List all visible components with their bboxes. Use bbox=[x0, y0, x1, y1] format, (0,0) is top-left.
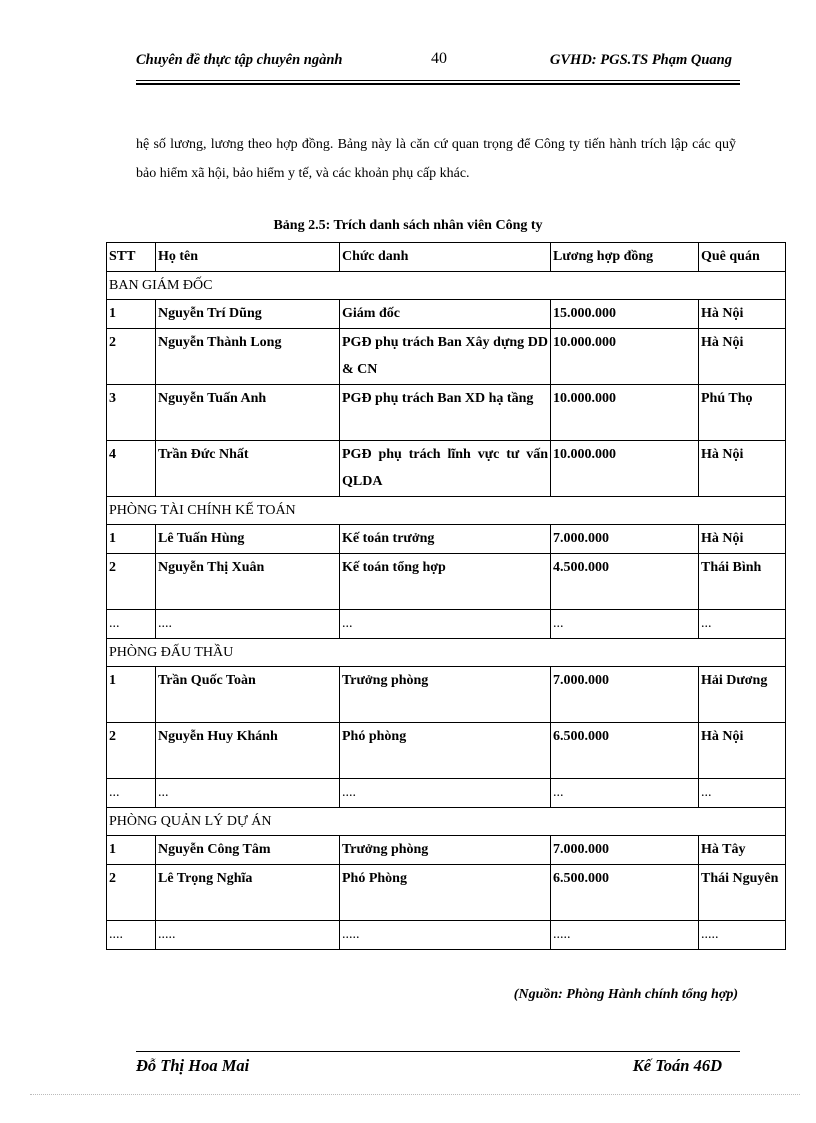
cell-title: PGĐ phụ trách Ban Xây dựng DD & CN bbox=[340, 329, 551, 385]
cell-title: ... bbox=[340, 610, 551, 639]
footer-class: Kế Toán 46D bbox=[632, 1056, 722, 1075]
cell-salary: 4.500.000 bbox=[551, 554, 699, 610]
cell-title: Trưởng phòng bbox=[340, 836, 551, 865]
cell-stt: 2 bbox=[107, 723, 156, 779]
cell-name: Trần Đức Nhất bbox=[156, 441, 340, 497]
section-row bbox=[107, 497, 786, 525]
table-source-note: (Nguồn: Phòng Hành chính tổng hợp) bbox=[513, 987, 738, 1002]
table-row bbox=[107, 300, 786, 329]
cell-hometown: Thái Nguyên bbox=[699, 865, 786, 921]
table-row bbox=[107, 329, 786, 385]
cell-title: .... bbox=[340, 779, 551, 808]
cell-title: Kế toán trưởng bbox=[340, 525, 551, 554]
cell-stt: 1 bbox=[107, 836, 156, 865]
cell-title: Giám đốc bbox=[340, 300, 551, 329]
table-row bbox=[107, 554, 786, 610]
col-header-stt: STT bbox=[107, 243, 156, 272]
cell-stt: 2 bbox=[107, 554, 156, 610]
cell-name: Nguyễn Trí Dũng bbox=[156, 300, 340, 329]
cell-name: Lê Tuấn Hùng bbox=[156, 525, 340, 554]
cell-stt: 1 bbox=[107, 667, 156, 723]
table-row bbox=[107, 723, 786, 779]
col-header-name: Họ tên bbox=[156, 243, 340, 272]
cell-stt: ... bbox=[107, 779, 156, 808]
cell-hometown: Hải Dương bbox=[699, 667, 786, 723]
cell-stt: .... bbox=[107, 921, 156, 950]
cell-title: Kế toán tổng hợp bbox=[340, 554, 551, 610]
cell-name: Nguyễn Công Tâm bbox=[156, 836, 340, 865]
cell-hometown: Hà Nội bbox=[699, 329, 786, 385]
cell-hometown: Hà Nội bbox=[699, 525, 786, 554]
cell-title: PGĐ phụ trách lĩnh vực tư vấn QLDA bbox=[340, 441, 551, 497]
footer-rule bbox=[136, 1051, 740, 1052]
cell-salary: 10.000.000 bbox=[551, 441, 699, 497]
col-header-title: Chức danh bbox=[340, 243, 551, 272]
cell-name: ..... bbox=[156, 921, 340, 950]
footer-author: Đỗ Thị Hoa Mai bbox=[136, 1056, 250, 1075]
cell-hometown: Hà Nội bbox=[699, 441, 786, 497]
cell-stt: 2 bbox=[107, 329, 156, 385]
cell-salary: 6.500.000 bbox=[551, 723, 699, 779]
cell-title: Trưởng phòng bbox=[340, 667, 551, 723]
col-header-salary: Lương hợp đồng bbox=[551, 243, 699, 272]
cell-stt: 1 bbox=[107, 525, 156, 554]
cell-stt: 3 bbox=[107, 385, 156, 441]
table-row bbox=[107, 667, 786, 723]
cell-title: Phó Phòng bbox=[340, 865, 551, 921]
cell-hometown: Phú Thọ bbox=[699, 385, 786, 441]
cell-name: Trần Quốc Toàn bbox=[156, 667, 340, 723]
cell-hometown: Hà Nội bbox=[699, 723, 786, 779]
cell-hometown: ..... bbox=[699, 921, 786, 950]
cell-hometown: ... bbox=[699, 610, 786, 639]
table-row bbox=[107, 865, 786, 921]
col-header-hometown: Quê quán bbox=[699, 243, 786, 272]
cell-name: .... bbox=[156, 610, 340, 639]
header-title: Chuyên đề thực tập chuyên ngành bbox=[136, 52, 343, 68]
cell-name: Nguyễn Thị Xuân bbox=[156, 554, 340, 610]
cell-title: PGĐ phụ trách Ban XD hạ tầng bbox=[340, 385, 551, 441]
table-row bbox=[107, 441, 786, 497]
body-paragraph: hệ số lương, lương theo hợp đồng. Bảng này là căn cứ quan trọng để Công ty tiến hành trích lập các quỹ bảo hiểm xã hội, bảo hiểm y tế, và các khoản phụ cấp khác. bbox=[136, 137, 736, 181]
header-supervisor: GVHD: PGS.TS Phạm Quang bbox=[549, 52, 732, 68]
header-rule-thick bbox=[136, 83, 740, 85]
cell-salary: 10.000.000 bbox=[551, 329, 699, 385]
cell-title: Phó phòng bbox=[340, 723, 551, 779]
cell-salary: 6.500.000 bbox=[551, 865, 699, 921]
cell-salary: ... bbox=[551, 610, 699, 639]
cell-name: Nguyễn Thành Long bbox=[156, 329, 340, 385]
cell-stt: 4 bbox=[107, 441, 156, 497]
cell-name: Nguyễn Tuấn Anh bbox=[156, 385, 340, 441]
page-header bbox=[136, 50, 740, 72]
table-row bbox=[107, 385, 786, 441]
cell-salary: ... bbox=[551, 779, 699, 808]
cell-hometown: Hà Nội bbox=[699, 300, 786, 329]
header-rule-thin bbox=[136, 80, 740, 81]
page-bottom-dotted-line bbox=[30, 1094, 800, 1095]
employee-table bbox=[106, 242, 786, 950]
cell-hometown: ... bbox=[699, 779, 786, 808]
page-number: 40 bbox=[431, 50, 447, 67]
section-title: PHÒNG ĐẤU THẦU bbox=[107, 639, 786, 667]
cell-salary: 15.000.000 bbox=[551, 300, 699, 329]
table-row bbox=[107, 610, 786, 639]
cell-stt: ... bbox=[107, 610, 156, 639]
table-header-row bbox=[107, 243, 786, 272]
cell-hometown: Thái Bình bbox=[699, 554, 786, 610]
section-row bbox=[107, 272, 786, 300]
table-row bbox=[107, 779, 786, 808]
section-title: PHÒNG TÀI CHÍNH KẾ TOÁN bbox=[107, 497, 786, 525]
table-caption: Bảng 2.5: Trích danh sách nhân viên Công ty bbox=[273, 218, 543, 233]
cell-salary: 7.000.000 bbox=[551, 525, 699, 554]
cell-salary: 7.000.000 bbox=[551, 836, 699, 865]
cell-salary: ..... bbox=[551, 921, 699, 950]
cell-stt: 2 bbox=[107, 865, 156, 921]
table-row bbox=[107, 836, 786, 865]
section-title: BAN GIÁM ĐỐC bbox=[107, 272, 786, 300]
section-row bbox=[107, 639, 786, 667]
cell-salary: 10.000.000 bbox=[551, 385, 699, 441]
table-row bbox=[107, 525, 786, 554]
cell-hometown: Hà Tây bbox=[699, 836, 786, 865]
section-title: PHÒNG QUẢN LÝ DỰ ÁN bbox=[107, 808, 786, 836]
cell-name: ... bbox=[156, 779, 340, 808]
table-row bbox=[107, 921, 786, 950]
cell-stt: 1 bbox=[107, 300, 156, 329]
cell-name: Lê Trọng Nghĩa bbox=[156, 865, 340, 921]
cell-name: Nguyễn Huy Khánh bbox=[156, 723, 340, 779]
section-row bbox=[107, 808, 786, 836]
cell-salary: 7.000.000 bbox=[551, 667, 699, 723]
cell-title: ..... bbox=[340, 921, 551, 950]
